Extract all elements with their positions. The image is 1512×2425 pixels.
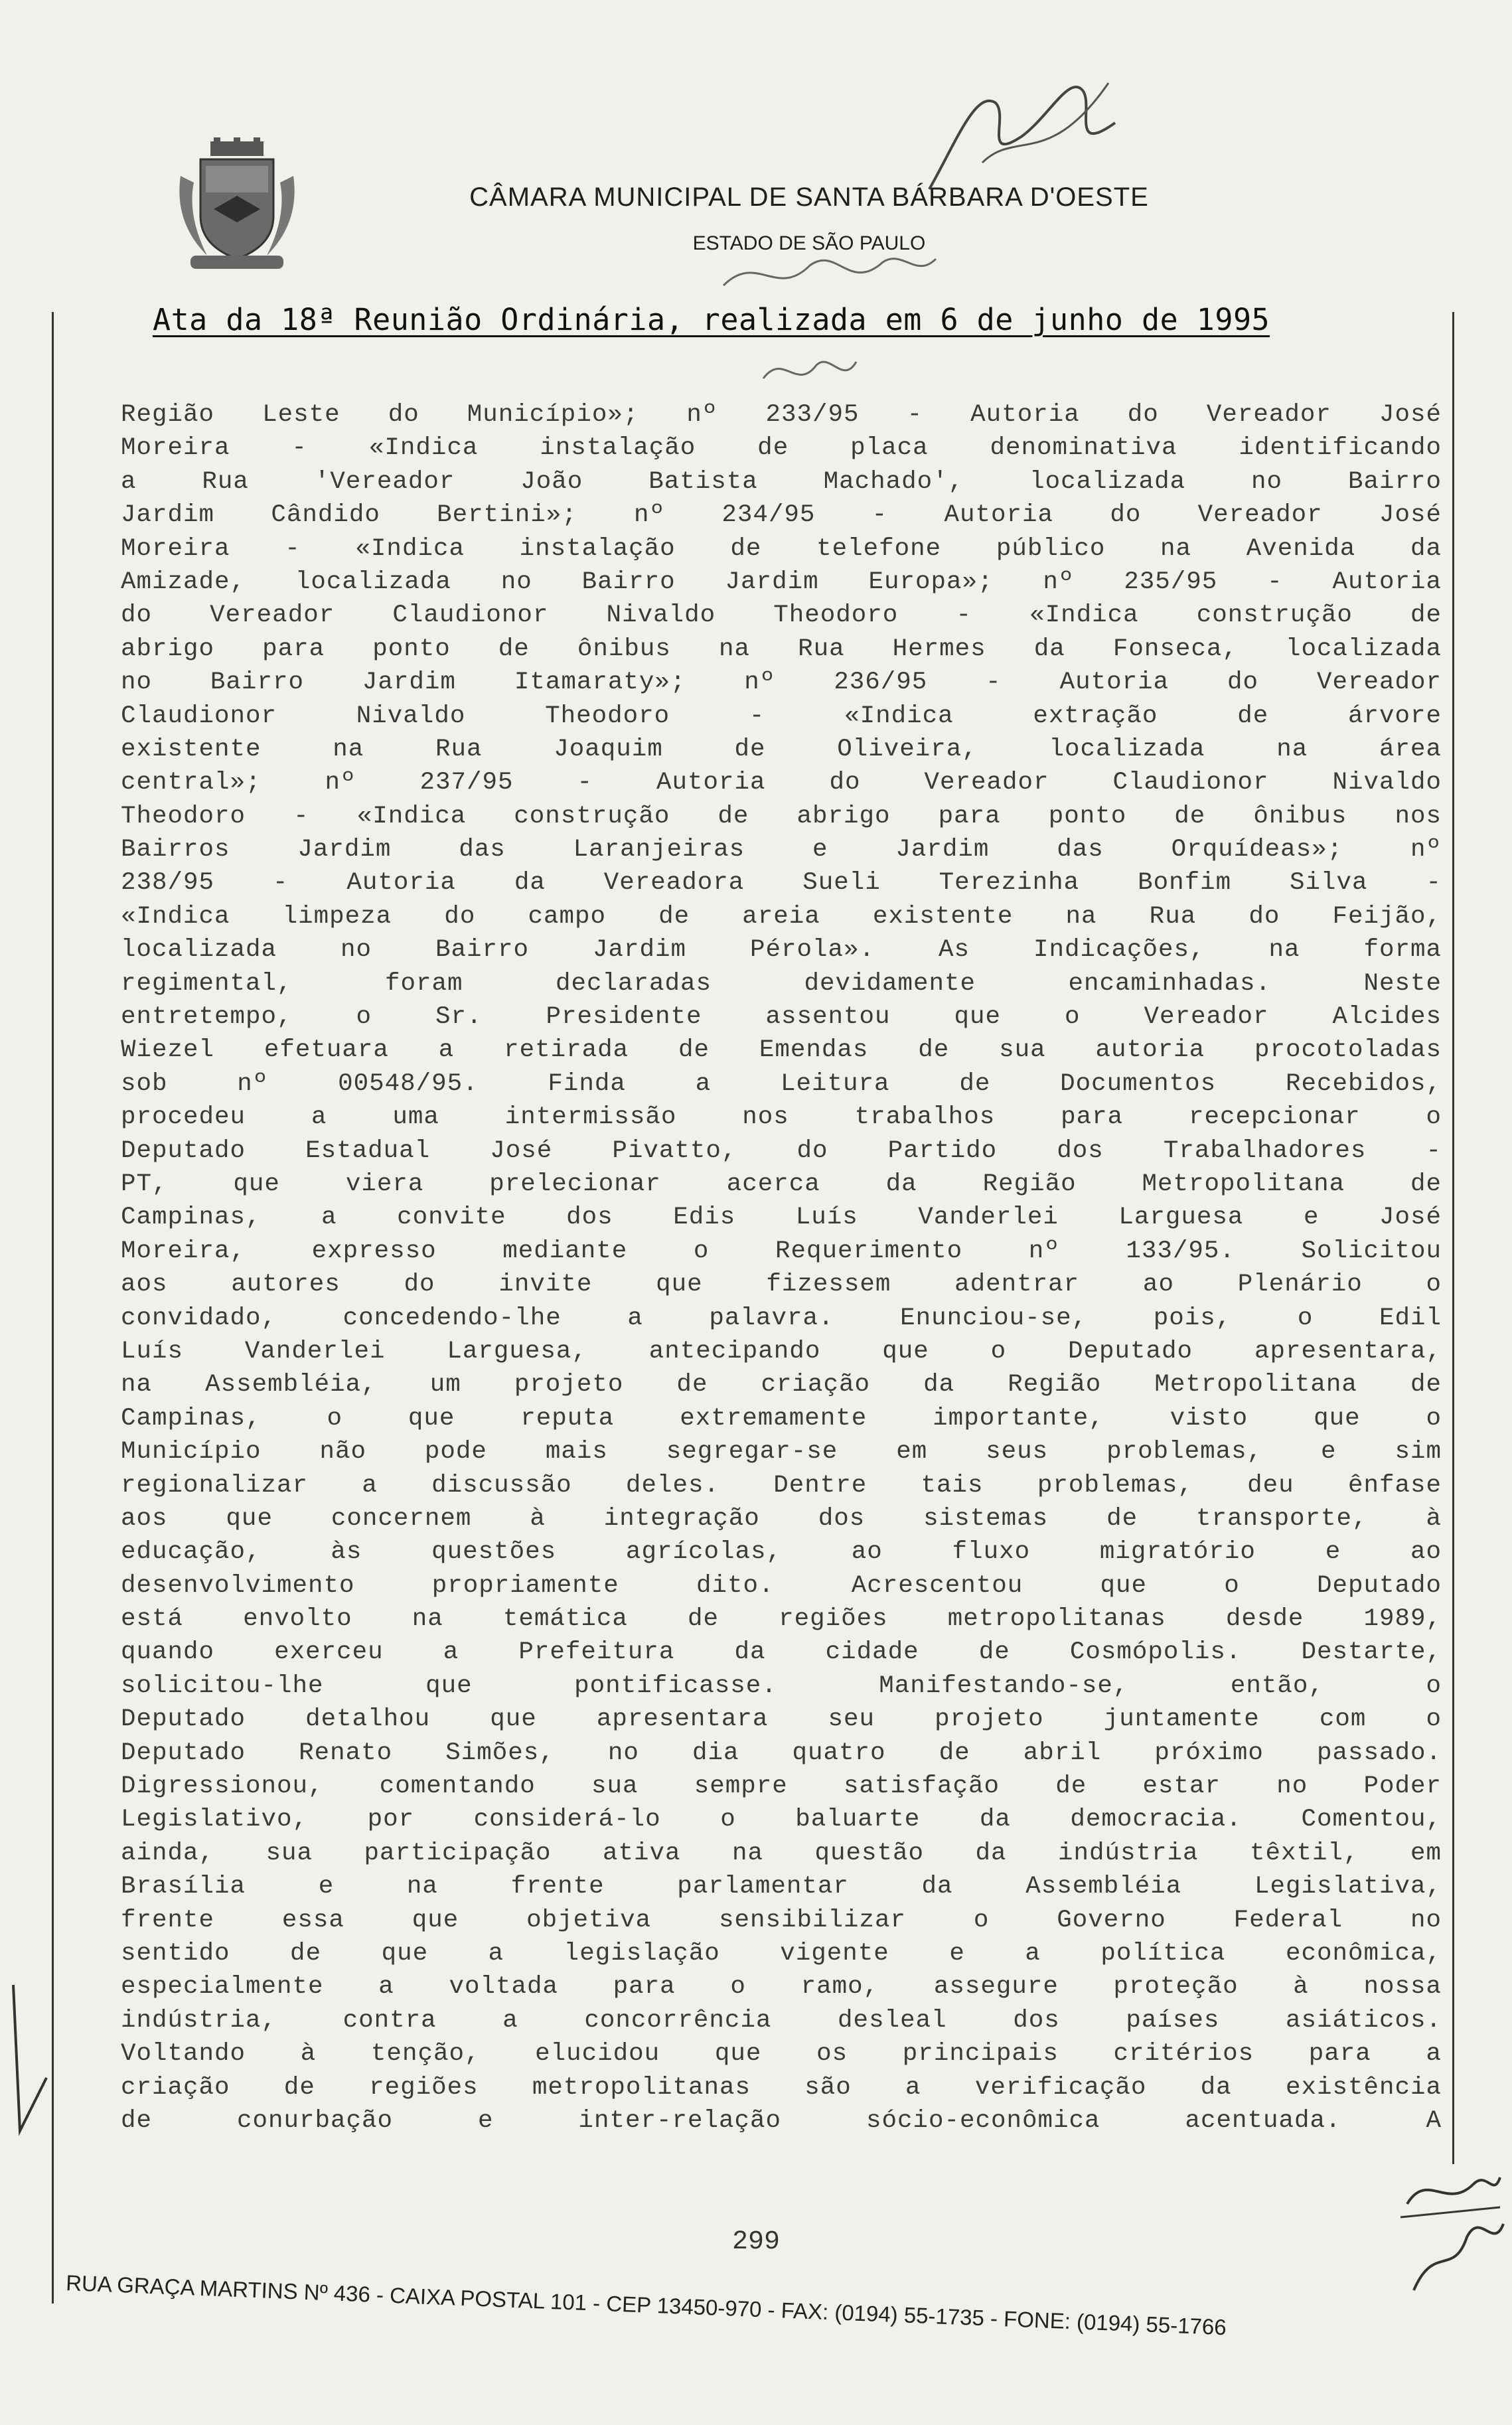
- text-line: ainda, sua participação ativa na questão da indústria têxtil, em: [121, 1839, 1442, 1867]
- text-line: aos que concernem à integração dos sistemas de transporte, à: [121, 1504, 1442, 1533]
- text-line: Brasília e na frente parlamentar da Assembléia Legislativa,: [121, 1873, 1442, 1901]
- text-line: educação, às questões agrícolas, ao fluxo migratório e ao: [121, 1538, 1442, 1567]
- text-line: criação de regiões metropolitanas são a verificação da existência: [121, 2073, 1442, 2102]
- text-line: regionalizar a discussão deles. Dentre tais problemas, deu ênfase: [121, 1471, 1442, 1500]
- text-line: Claudionor Nivaldo Theodoro - «Indica extração de árvore: [121, 702, 1442, 730]
- text-line: Digressionou, comentando sua sempre satisfação de estar no Poder: [121, 1772, 1442, 1801]
- text-line: procedeu a uma intermissão nos trabalhos para recepcionar o: [121, 1103, 1442, 1132]
- text-line: Theodoro - «Indica construção de abrigo para ponto de ônibus nos: [121, 802, 1442, 830]
- text-line: quando exerceu a Prefeitura da cidade de Cosmópolis. Destarte,: [121, 1638, 1442, 1667]
- text-line: Bairros Jardim das Laranjeiras e Jardim das Orquídeas»; nº: [121, 836, 1442, 864]
- text-line: Voltando à tenção, elucidou que os principais critérios para a: [121, 2040, 1442, 2069]
- text-line: «Indica limpeza do campo de areia existente na Rua do Feijão,: [121, 902, 1442, 931]
- text-line: abrigo para ponto de ônibus na Rua Hermes da Fonseca, localizada: [121, 635, 1442, 663]
- text-line: Moreira - «Indica instalação de telefone público na Avenida da: [121, 534, 1442, 563]
- institution-name: CÂMARA MUNICIPAL DE SANTA BÁRBARA D'OESTE: [469, 183, 1149, 212]
- page-number: 299: [731, 2227, 780, 2257]
- minutes-body: [121, 398, 1442, 2138]
- text-line: a Rua 'Vereador João Batista Machado', localizada no Bairro: [121, 467, 1442, 496]
- margin-mark-left: [0, 1978, 53, 2151]
- text-line: convidado, concedendo-lhe a palavra. Enunciou-se, pois, o Edil: [121, 1304, 1442, 1332]
- text-line: de conurbação e inter-relação sócio-econômica acentuada. A: [121, 2106, 1442, 2135]
- text-line: especialmente a voltada para o ramo, assegure proteção à nossa: [121, 1973, 1442, 2001]
- footer-address: RUA GRAÇA MARTINS Nº 436 - CAIXA POSTAL 101 - CEP 13450-970 - FAX: (0194) 55-1735 - FONE: (0194) 55-1766: [65, 2270, 1227, 2340]
- text-line: Moreira - «Indica instalação de placa denominativa identificando: [121, 434, 1442, 463]
- text-line: indústria, contra a concorrência desleal dos países asiáticos.: [121, 2006, 1442, 2035]
- text-line: solicitou-lhe que pontificasse. Manifestando-se, então, o: [121, 1672, 1442, 1700]
- text-line: na Assembléia, um projeto de criação da Região Metropolitana de: [121, 1371, 1442, 1399]
- text-line: Luís Vanderlei Larguesa, antecipando que o Deputado apresentara,: [121, 1337, 1442, 1366]
- text-line: 238/95 - Autoria da Vereadora Sueli Terezinha Bonfim Silva -: [121, 869, 1442, 898]
- text-line: PT, que viera prelecionar acerca da Região Metropolitana de: [121, 1170, 1442, 1198]
- text-line: Município não pode mais segregar-se em seus problemas, e sim: [121, 1438, 1442, 1466]
- text-line: Amizade, localizada no Bairro Jardim Europa»; nº 235/95 - Autoria: [121, 568, 1442, 596]
- text-line: Jardim Cândido Bertini»; nº 234/95 - Autoria do Vereador José: [121, 501, 1442, 530]
- text-line: Deputado Estadual José Pivatto, do Partido dos Trabalhadores -: [121, 1136, 1442, 1165]
- text-line: sentido de que a legislação vigente e a política econômica,: [121, 1939, 1442, 1968]
- text-line: Wiezel efetuara a retirada de Emendas de sua autoria procotoladas: [121, 1036, 1442, 1065]
- text-line: no Bairro Jardim Itamaraty»; nº 236/95 - Autoria do Vereador: [121, 668, 1442, 697]
- signature-middle: [717, 239, 943, 305]
- text-line: Campinas, o que reputa extremamente importante, visto que o: [121, 1404, 1442, 1433]
- margin-line-right: [1452, 312, 1454, 2164]
- text-line: entretempo, o Sr. Presidente assentou que o Vereador Alcides: [121, 1003, 1442, 1032]
- signature-bottom-right: [1394, 2144, 1507, 2304]
- text-line: Deputado detalhou que apresentara seu projeto juntamente com o: [121, 1705, 1442, 1734]
- text-line: frente essa que objetiva sensibilizar o Governo Federal no: [121, 1906, 1442, 1934]
- text-line: aos autores do invite que fizessem adentrar ao Plenário o: [121, 1271, 1442, 1299]
- text-line: desenvolvimento propriamente dito. Acrescentou que o Deputado: [121, 1571, 1442, 1600]
- text-line: Legislativo, por considerá-lo o baluarte da democracia. Comentou,: [121, 1806, 1442, 1834]
- text-line: localizada no Bairro Jardim Pérola». As Indicações, na forma: [121, 936, 1442, 965]
- text-line: regimental, foram declaradas devidamente encaminhadas. Neste: [121, 969, 1442, 998]
- signature-top-right: [916, 63, 1128, 209]
- text-line: central»; nº 237/95 - Autoria do Vereador Claudionor Nivaldo: [121, 769, 1442, 797]
- document-title: Ata da 18ª Reunião Ordinária, realizada em 6 de junho de 1995: [153, 302, 1270, 337]
- signature-small: [757, 345, 863, 398]
- text-line: Campinas, a convite dos Edis Luís Vanderlei Larguesa e José: [121, 1204, 1442, 1232]
- text-line: sob nº 00548/95. Finda a Leitura de Documentos Recebidos,: [121, 1069, 1442, 1098]
- text-line: Deputado Renato Simões, no dia quatro de abril próximo passado.: [121, 1739, 1442, 1767]
- text-line: Região Leste do Município»; nº 233/95 - Autoria do Vereador José: [121, 401, 1442, 429]
- institution-state: ESTADO DE SÃO PAULO: [692, 232, 926, 254]
- text-line: Moreira, expresso mediante o Requerimento nº 133/95. Solicitou: [121, 1237, 1442, 1265]
- text-line: do Vereador Claudionor Nivaldo Theodoro - «Indica construção de: [121, 601, 1442, 630]
- text-line: está envolto na temática de regiões metropolitanas desde 1989,: [121, 1605, 1442, 1634]
- text-line: existente na Rua Joaquim de Oliveira, localizada na área: [121, 735, 1442, 763]
